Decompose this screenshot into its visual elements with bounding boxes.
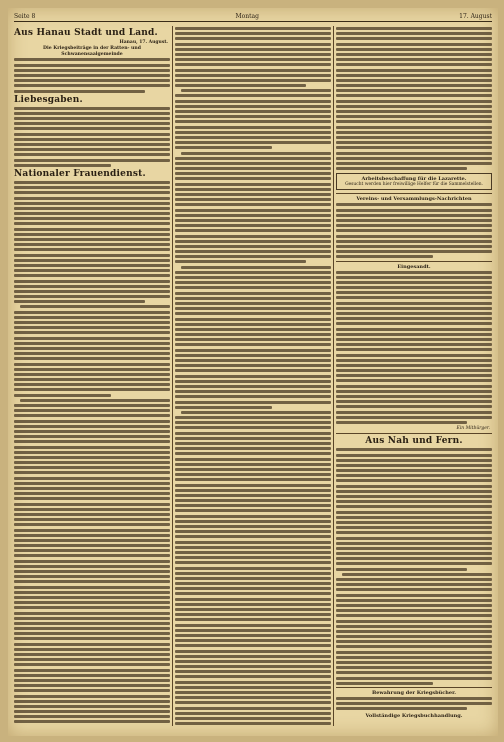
- column-left: [14, 26, 170, 726]
- heading-liebesgaben: Liebesgaben.: [14, 94, 83, 105]
- heading-frauendienst: Nationaler Frauendienst.: [14, 168, 146, 179]
- article-text: [175, 27, 331, 726]
- footer-note: Bewahrung der Kriegsbücher.: [371, 689, 457, 696]
- article-text: [336, 697, 492, 710]
- divider: [336, 433, 492, 434]
- article-text: [336, 448, 492, 684]
- column-middle: [175, 26, 331, 726]
- article-text: [14, 58, 170, 92]
- article-text: [14, 181, 170, 726]
- header-day: Montag: [235, 12, 259, 20]
- subheading: Die Kriegsbeiträge in der Ratten- und Schwanensaalgemeinde: [43, 46, 141, 57]
- header-date: 17. August: [459, 12, 492, 20]
- page-number: Seite 8: [14, 12, 36, 20]
- article-text: [336, 27, 492, 170]
- divider: [336, 193, 492, 194]
- article-text: [336, 271, 492, 424]
- divider: [336, 261, 492, 262]
- column-right: [336, 26, 492, 726]
- notice-box: [336, 173, 492, 190]
- section-title-local: Aus Hanau Stadt und Land.: [14, 28, 158, 38]
- dateline: Hanau, 17. August.: [119, 40, 168, 45]
- column-divider: [333, 26, 334, 726]
- footer-subnote: Vollständige Kriegsbuchhandlung.: [365, 712, 463, 719]
- header-rule: [14, 21, 492, 22]
- signature: Ein Mitbürger.: [456, 426, 490, 432]
- heading-eingesandt: Eingesandt.: [397, 263, 431, 270]
- page-header: [14, 10, 492, 22]
- article-text: [336, 203, 492, 258]
- column-divider: [172, 26, 173, 726]
- newspaper-page: [8, 8, 498, 736]
- section-title-region: Aus Nah und Fern.: [365, 436, 463, 447]
- notice-title: Arbeitsbeschaffung für die Lazarette.: [361, 176, 467, 183]
- notice-text: Gesucht werden hier freiwillige Helfer für die Sammelstellen.: [345, 182, 483, 188]
- heading-vereine: Vereins- und Versammlungs-Nachrichten: [356, 196, 472, 203]
- divider: [336, 687, 492, 688]
- article-text: [14, 107, 170, 167]
